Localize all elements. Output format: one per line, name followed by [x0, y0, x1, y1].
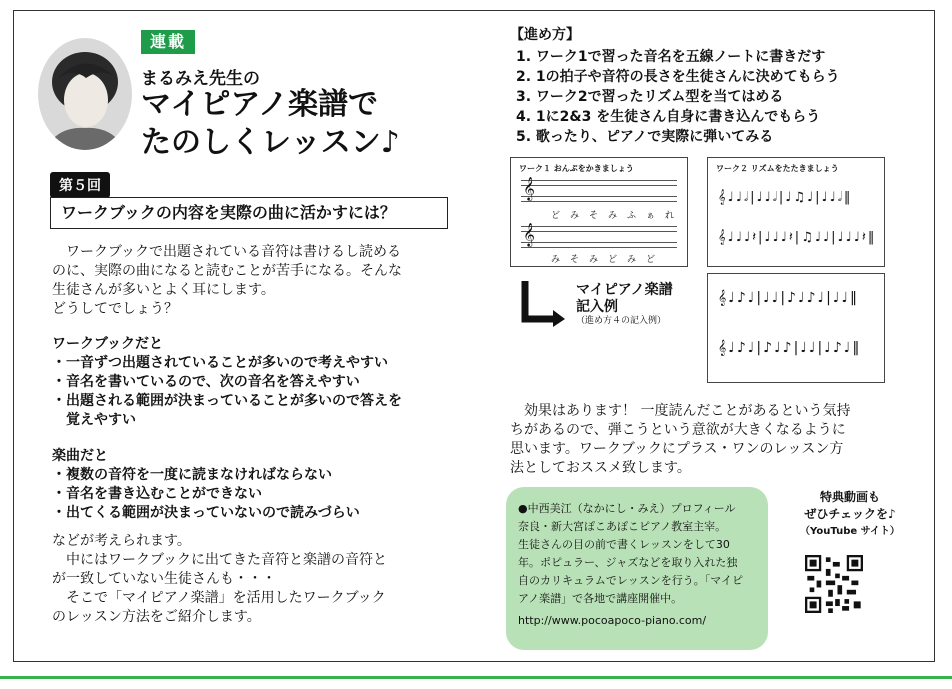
staff: [521, 176, 677, 202]
workbook-item: 覚えやすい: [52, 412, 136, 428]
song-item: ・音名を書き込むことができない: [52, 486, 262, 502]
title-line-1: マイピアノ楽譜で: [141, 87, 378, 122]
arrow-icon: [519, 281, 567, 327]
workbook-item: ・音名を書いているので、次の音名を答えやすい: [52, 374, 360, 390]
conclusion-line: そこで「マイピアノ楽譜」を活用したワークブック: [52, 590, 386, 606]
conclusion-line: が一致していない生徒さんも・・・: [52, 571, 276, 587]
profile-line: 自のカリキュラムでレッスンを行う。「マイピ: [518, 574, 744, 587]
work1-syllables: みそみどみど: [551, 255, 666, 265]
treble-clef-icon: 𝄞: [523, 176, 535, 200]
intro-line: ワークブックで出題されている音符は書けるし読める: [52, 244, 402, 260]
video-line: 特典動画も: [819, 490, 880, 504]
staff: [521, 222, 677, 248]
step-item: 3. ワーク2で習ったリズム型を当てはめる: [516, 89, 784, 105]
profile-url[interactable]: http://www.pocoapoco-piano.com/: [518, 614, 707, 627]
song-item: ・複数の音符を一度に読まなければならない: [52, 467, 332, 483]
example-subtitle: 記入例: [576, 299, 618, 315]
intro-line: どうしてでしょう？: [52, 301, 178, 317]
step-item: 2. 1の拍子や音符の長さを生徒さんに決めてもらう: [516, 69, 840, 85]
conclusion-line: 中にはワークブックに出てきた音符と楽譜の音符と: [52, 552, 388, 568]
rhythm-pattern: 𝄞♩♩♩𝄽|♩♩♩𝄽|♫♩♩|♩♩♩𝄽‖: [718, 230, 877, 245]
bottom-rule: [0, 676, 952, 679]
song-heading: 楽曲だと: [52, 448, 108, 464]
question-heading: ワークブックの内容を実際の曲に活かすには？: [50, 197, 448, 229]
profile-line: ●中西美江（なかにし・みえ）プロフィール: [518, 502, 736, 515]
effect-line: 思います。ワークブックにプラス・ワンのレッスン方: [510, 441, 844, 457]
song-item: ・出てくる範囲が決まっていないので読みづらい: [52, 505, 360, 521]
treble-clef-icon: 𝄞: [523, 222, 535, 246]
video-line: ぜひチェックを♪: [804, 507, 896, 521]
example-score-panel: [707, 273, 885, 383]
effect-line: 効果はあります！ 一度読んだことがあるという気持: [510, 403, 851, 419]
episode-badge: 第５回: [50, 172, 110, 198]
profile-line: アノ楽譜」で各地で講座開催中。: [518, 592, 683, 605]
intro-line: 生徒さんが多いとよく耳にします。: [52, 282, 275, 298]
profile-line: 奈良・新大宮ぽこあぽこピアノ教室主宰。: [518, 520, 727, 533]
article-subtitle: まるみえ先生の: [141, 69, 260, 89]
rhythm-pattern: 𝄞♩♩𝅗𝅥|♩♩𝅗𝅥|♩♫♩|♩♩𝅗𝅥‖: [718, 190, 853, 205]
workbook-item: ・出題される範囲が決まっていることが多いので答えを: [52, 393, 402, 409]
video-line: （YouTube サイト）: [800, 526, 900, 537]
steps-heading: 【進め方】: [510, 27, 580, 43]
intro-line: のに、実際の曲になると読むことが苦手になる。そんな: [52, 263, 402, 279]
work1-syllables: どみそみふぁれ: [551, 211, 685, 221]
score-line: 𝄞♩♪♩|♪♩♪|♩♩|♩♪♩‖: [718, 340, 862, 356]
score-line: 𝄞♩♪♩|♩♩|♪♩♪♩|♩♩‖: [718, 290, 860, 306]
article-title: [141, 86, 400, 162]
example-title: マイピアノ楽譜: [576, 282, 673, 298]
conclusion-line: のレッスン方法をご紹介します。: [52, 609, 261, 625]
work1-panel: [510, 157, 688, 267]
author-photo: [38, 38, 132, 150]
title-line-2: たのしくレッスン♪: [141, 125, 400, 160]
profile-line: 生徒さんの目の前で書くレッスンをして30: [518, 538, 730, 551]
effect-line: 法としておススメ致します。: [510, 460, 691, 476]
example-note: （進め方４の記入例）: [576, 316, 667, 326]
work2-title: ワーク２ リズムをたたきましょう: [716, 164, 839, 173]
profile-line: 年。ポピュラー、ジャズなどを取り入れた独: [518, 556, 738, 569]
step-item: 4. 1に2&3 を生徒さん自身に書き込んでもらう: [516, 109, 821, 125]
conclusion-line: などが考えられます。: [52, 533, 191, 549]
work2-panel: [707, 157, 885, 267]
workbook-heading: ワークブックだと: [52, 336, 164, 352]
step-item: 5. 歌ったり、ピアノで実際に弾いてみる: [516, 129, 774, 145]
qr-code-icon[interactable]: [805, 555, 863, 613]
effect-line: ちがあるので、弾こうという意欲が大きくなるように: [510, 422, 846, 438]
workbook-item: ・一音ずつ出題されていることが多いので考えやすい: [52, 355, 388, 371]
step-item: 1. ワーク1で習った音名を五線ノートに書きだす: [516, 49, 826, 65]
work1-title: ワーク１ おんぷをかきましょう: [519, 164, 634, 173]
series-tag: 連載: [141, 30, 195, 54]
